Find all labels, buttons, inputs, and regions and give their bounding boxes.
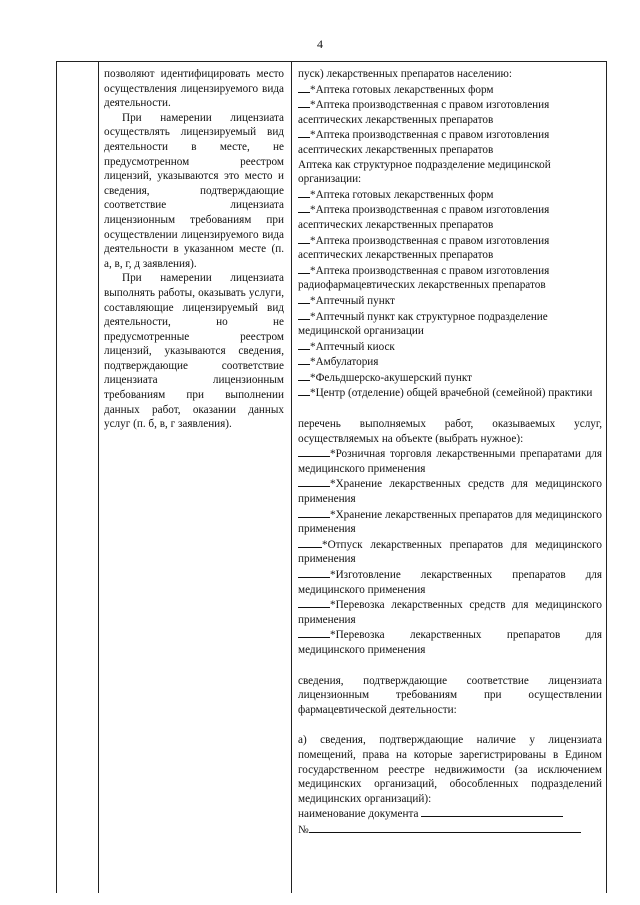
left-paragraph-2: При намерении лицензиата осуществлять лицензируемый вид деятельности в месте, не предусмотренном реестром лицензий, указываются это место и сведения, подтверждающие соответствие лицензиата лицензионным требованиям при осуществлении лицензируемого вида деятельности в указанном месте (п. а, в, г, д заявления). (104, 111, 284, 270)
document-number-row (298, 822, 602, 838)
left-paragraph-3: При намерении лицензиата выполнять работы, оказывать услуги, составляющие лицензируемый вид деятельности, но не предусмотренные реестром лицензий, указываются сведения, подтверждающие соответствие лицензиата лицензионным требованиям при выполнении данных работ, оказании данных услуг (п. б, в, г заявления). (104, 272, 284, 431)
checkbox-blank[interactable] (298, 385, 310, 396)
checkbox-item[interactable]: *Аптека производственная с правом изготовления асептических лекарственных препаратов (298, 129, 550, 156)
checkbox-blank[interactable] (298, 309, 310, 320)
document-number-field[interactable] (309, 822, 581, 833)
checkbox-item[interactable]: *Аптека производственная с правом изготовления асептических лекарственных препаратов (298, 204, 550, 231)
checkbox-item[interactable]: *Аптека готовых лекарственных форм (298, 187, 602, 203)
document-number-label: № (298, 823, 309, 836)
checkbox-item[interactable]: *Аптечный киоск (298, 339, 602, 355)
checkbox-blank[interactable] (298, 82, 310, 93)
checkbox-blank[interactable] (298, 233, 310, 244)
checkbox-blank[interactable] (298, 627, 330, 638)
checkbox-item[interactable]: *Аптечный пункт (298, 293, 602, 309)
page-number: 4 (317, 37, 323, 51)
checkbox-blank[interactable] (298, 97, 310, 108)
table-top-border (56, 61, 607, 62)
premises-text: а) сведения, подтверждающие наличие у лицензиата помещений, права на которые зарегистрированы в Едином государственном реестре недвижимости (за исключением медицинских организаций, обособленных подразделений медицинских организаций): (298, 734, 602, 805)
checkbox-item[interactable]: *Хранение лекарственных препаратов для медицинского применения (298, 508, 602, 536)
checkbox-blank[interactable] (298, 293, 310, 304)
structural-heading: Аптека как структурное подразделение медицинской организации: (298, 158, 551, 186)
checkbox-item[interactable]: *Изготовление лекарственных препаратов для медицинского применения (298, 569, 602, 596)
compliance-heading: сведения, подтверждающие соответствие лицензиата лицензионным требованиям при осуществлении фармацевтической деятельности: (298, 674, 602, 716)
table-column-divider-2 (291, 61, 292, 893)
right-intro: пуск) лекарственных препаратов населению: (298, 68, 512, 80)
checkbox-blank[interactable] (298, 446, 330, 457)
checkbox-item[interactable]: *Аптечный пункт как структурное подразделение медицинской организации (298, 310, 548, 338)
checkbox-item[interactable]: *Перевозка лекарственных средств для медицинского применения (298, 599, 602, 626)
checkbox-blank[interactable] (298, 202, 310, 213)
checkbox-item[interactable]: *Аптека производственная с правом изготовления асептических лекарственных препаратов (298, 234, 550, 262)
left-column (104, 67, 284, 432)
checkbox-item[interactable]: *Аптека производственная с правом изготовления асептических лекарственных препаратов (298, 99, 550, 126)
checkbox-blank[interactable] (298, 476, 330, 487)
checkbox-item[interactable]: *Отпуск лекарственных препаратов для медицинского применения (298, 538, 602, 566)
checkbox-blank[interactable] (298, 263, 310, 274)
checkbox-item[interactable]: *Аптека производственная с правом изготовления радиофармацевтических лекарственных препаратов (298, 264, 550, 292)
checkbox-blank[interactable] (298, 370, 310, 381)
checkbox-blank[interactable] (298, 127, 310, 138)
checkbox-item[interactable]: *Амбулатория (298, 354, 602, 370)
works-heading: перечень выполняемых работ, оказываемых услуг, осуществляемых на объекте (выбрать нужное): (298, 418, 602, 445)
checkbox-blank[interactable] (298, 507, 330, 518)
checkbox-item[interactable]: *Центр (отделение) общей врачебной (семейной) практики (298, 385, 602, 401)
checkbox-blank[interactable] (298, 567, 330, 578)
document-name-field[interactable] (421, 806, 563, 817)
table-column-divider-1 (98, 61, 99, 893)
document-name-label: наименование документа (298, 808, 419, 821)
right-column (298, 67, 602, 838)
checkbox-blank[interactable] (298, 187, 310, 198)
document-name-row (298, 806, 602, 822)
checkbox-item[interactable]: *Розничная торговля лекарственными препаратами для медицинского применения (298, 448, 602, 475)
checkbox-item[interactable]: *Аптека готовых лекарственных форм (298, 82, 602, 98)
table-border-right (606, 61, 607, 893)
checkbox-blank[interactable] (298, 339, 310, 350)
checkbox-item[interactable]: *Хранение лекарственных средств для медицинского применения (298, 478, 602, 506)
table-border-left (56, 61, 57, 893)
checkbox-item[interactable]: *Перевозка лекарственных препаратов для медицинского применения (298, 629, 602, 656)
checkbox-blank[interactable] (298, 597, 330, 608)
checkbox-blank[interactable] (298, 354, 310, 365)
left-paragraph-1: позволяют идентифицировать место осуществления лицензируемого вида деятельности. (104, 68, 284, 110)
checkbox-blank[interactable] (298, 537, 322, 548)
checkbox-item[interactable]: *Фельдшерско-акушерский пункт (298, 370, 602, 386)
